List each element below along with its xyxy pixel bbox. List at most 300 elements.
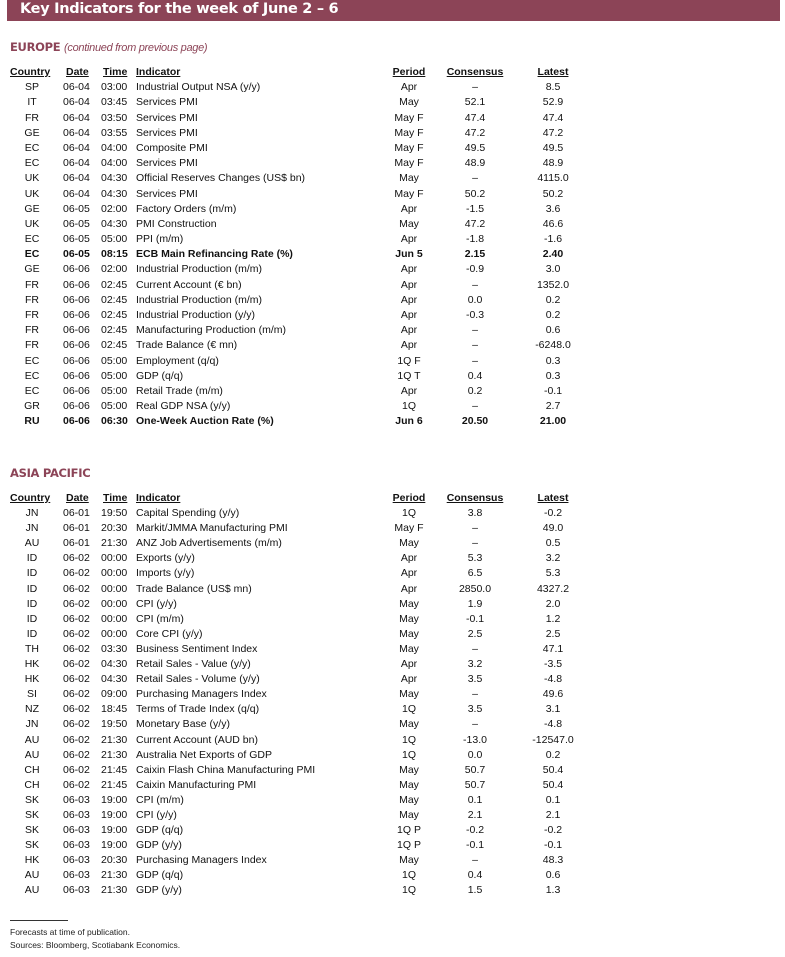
- europe-subheading: (continued from previous page): [64, 42, 208, 54]
- table-row: [0, 354, 785, 369]
- cell-date: 06-02: [63, 597, 90, 610]
- cell-latest: 2.1: [545, 808, 561, 821]
- cell-indicator: Real GDP NSA (y/y): [136, 400, 231, 413]
- cell-time: 21:45: [101, 778, 128, 791]
- cell-indicator: GDP (q/q): [136, 369, 184, 382]
- cell-latest: 0.3: [545, 369, 561, 382]
- cell-consensus: 2.1: [467, 808, 483, 821]
- cell-indicator: Purchasing Managers Index: [136, 854, 267, 867]
- cell-date: 06-01: [63, 507, 90, 520]
- table-row: [0, 217, 785, 232]
- cell-date: 06-02: [63, 552, 90, 565]
- cell-date: 06-06: [63, 278, 90, 291]
- cell-latest: 0.6: [545, 869, 561, 882]
- cell-latest: -4.8: [543, 673, 563, 686]
- cell-consensus: 47.4: [464, 111, 486, 124]
- cell-country: EC: [24, 354, 40, 367]
- cell-time: 03:50: [101, 111, 128, 124]
- cell-period: May F: [394, 187, 424, 200]
- cell-time: 02:45: [101, 309, 128, 321]
- cell-latest: -0.1: [543, 384, 563, 397]
- cell-time: 03:30: [101, 642, 128, 655]
- cell-period: May F: [394, 157, 424, 170]
- cell-consensus: 49.5: [464, 141, 486, 154]
- cell-country: GE: [24, 202, 40, 215]
- cell-period: 1Q F: [397, 354, 421, 367]
- cell-consensus: 6.5: [467, 567, 483, 580]
- cell-period: May F: [394, 126, 424, 139]
- cell-date: 06-06: [63, 263, 90, 276]
- cell-period: May: [399, 627, 419, 640]
- cell-indicator: Retail Sales - Volume (y/y): [136, 673, 260, 686]
- cell-time: 19:00: [101, 839, 128, 852]
- cell-latest: 0.2: [545, 309, 561, 321]
- table-row: [0, 763, 785, 778]
- cell-indicator: Retail Trade (m/m): [136, 384, 223, 397]
- cell-consensus: –: [472, 537, 478, 550]
- cell-indicator: Trade Balance (US$ mn): [136, 582, 252, 595]
- cell-latest: -4.8: [543, 718, 563, 731]
- cell-period: Apr: [400, 339, 418, 352]
- cell-latest: 49.5: [542, 141, 564, 154]
- cell-indicator: Capital Spending (y/y): [136, 507, 240, 520]
- cell-latest: 47.1: [542, 642, 564, 655]
- table-row: [0, 521, 785, 536]
- cell-consensus: -13.0: [463, 733, 487, 746]
- cell-latest: 0.5: [545, 537, 561, 550]
- cell-date: 06-02: [63, 748, 90, 761]
- cell-indicator: Purchasing Managers Index: [136, 688, 267, 701]
- cell-consensus: –: [472, 324, 478, 337]
- cell-consensus: -1.5: [465, 202, 485, 215]
- cell-indicator: Australia Net Exports of GDP: [136, 748, 272, 761]
- cell-country: UK: [24, 187, 40, 200]
- cell-date: 06-03: [63, 869, 90, 882]
- cell-consensus: –: [472, 854, 478, 867]
- cell-latest: 49.0: [542, 522, 564, 535]
- cell-period: 1Q T: [397, 369, 421, 382]
- cell-latest: 50.4: [542, 778, 564, 791]
- col-latest: Latest: [537, 492, 569, 504]
- cell-period: Apr: [400, 278, 418, 291]
- cell-date: 06-02: [63, 627, 90, 640]
- cell-period: Apr: [400, 384, 418, 397]
- table-row: [0, 823, 785, 838]
- cell-date: 06-04: [63, 81, 90, 94]
- cell-period: Apr: [400, 293, 418, 306]
- cell-consensus: -0.1: [465, 839, 485, 852]
- cell-time: 02:45: [101, 339, 128, 352]
- cell-consensus: 3.5: [467, 703, 483, 716]
- cell-period: 1Q: [401, 400, 416, 413]
- page-title: Key Indicators for the week of June 2 – 6: [20, 1, 339, 17]
- cell-date: 06-01: [63, 522, 90, 535]
- cell-period: May: [399, 854, 419, 867]
- cell-period: May F: [394, 141, 424, 154]
- table-row: [0, 232, 785, 247]
- cell-date: 06-02: [63, 612, 90, 625]
- cell-consensus: 0.0: [467, 293, 483, 306]
- footer-note: Forecasts at time of publication.: [10, 927, 131, 937]
- cell-country: EC: [24, 248, 40, 261]
- asia-table: [0, 491, 785, 899]
- table-row: [0, 748, 785, 763]
- cell-latest: 0.1: [545, 793, 561, 806]
- cell-time: 04:00: [101, 141, 128, 154]
- cell-country: JN: [25, 507, 39, 520]
- cell-period: May: [399, 597, 419, 610]
- cell-latest: 1.2: [545, 612, 561, 625]
- table-row: [0, 551, 785, 566]
- cell-time: 21:30: [101, 748, 128, 761]
- cell-indicator: Factory Orders (m/m): [136, 202, 237, 215]
- cell-date: 06-06: [63, 400, 90, 413]
- cell-latest: 47.4: [542, 111, 564, 124]
- col-consensus: Consensus: [446, 492, 504, 504]
- cell-indicator: Services PMI: [136, 157, 198, 170]
- cell-indicator: Manufacturing Production (m/m): [136, 324, 286, 337]
- cell-time: 00:00: [101, 627, 128, 640]
- cell-period: Jun 6: [395, 415, 423, 428]
- cell-indicator: Imports (y/y): [136, 567, 195, 580]
- cell-consensus: -0.3: [465, 309, 485, 321]
- cell-country: SK: [24, 793, 39, 806]
- cell-indicator: Core CPI (y/y): [136, 627, 203, 640]
- cell-time: 04:30: [101, 172, 128, 185]
- cell-country: AU: [24, 733, 40, 746]
- cell-period: May: [399, 793, 419, 806]
- cell-country: AU: [24, 748, 40, 761]
- cell-indicator: Composite PMI: [136, 141, 208, 154]
- cell-country: ID: [26, 627, 38, 640]
- cell-time: 05:00: [101, 369, 128, 382]
- table-row: [0, 687, 785, 702]
- cell-date: 06-02: [63, 733, 90, 746]
- cell-date: 06-06: [63, 369, 90, 382]
- cell-consensus: 0.0: [467, 748, 483, 761]
- cell-date: 06-03: [63, 793, 90, 806]
- cell-period: 1Q: [401, 869, 416, 882]
- cell-date: 06-02: [63, 703, 90, 716]
- cell-latest: 50.4: [542, 763, 564, 776]
- col-country: Country: [10, 66, 51, 78]
- cell-date: 06-04: [63, 157, 90, 170]
- cell-indicator: GDP (y/y): [136, 839, 182, 852]
- cell-latest: 5.3: [545, 567, 561, 580]
- cell-country: FR: [25, 111, 39, 124]
- col-date: Date: [66, 66, 89, 78]
- cell-country: FR: [25, 309, 39, 321]
- cell-time: 03:45: [101, 96, 128, 109]
- cell-period: 1Q: [401, 748, 416, 761]
- cell-latest: 2.7: [545, 400, 561, 413]
- col-consensus: Consensus: [446, 66, 504, 78]
- table-row: [0, 853, 785, 868]
- cell-indicator: Monetary Base (y/y): [136, 718, 230, 731]
- cell-latest: 0.6: [545, 324, 561, 337]
- cell-indicator: Retail Sales - Value (y/y): [136, 658, 251, 671]
- cell-time: 04:30: [101, 217, 128, 230]
- cell-time: 02:00: [101, 263, 128, 276]
- cell-date: 06-03: [63, 839, 90, 852]
- cell-date: 06-01: [63, 537, 90, 550]
- cell-indicator: PMI Construction: [136, 217, 217, 230]
- cell-period: 1Q P: [397, 824, 421, 837]
- cell-period: Apr: [400, 233, 418, 246]
- cell-indicator: Services PMI: [136, 111, 198, 124]
- cell-consensus: –: [472, 718, 478, 731]
- cell-country: AU: [24, 537, 40, 550]
- cell-latest: 4115.0: [537, 172, 569, 185]
- table-row: [0, 384, 785, 399]
- cell-indicator: Services PMI: [136, 126, 198, 139]
- cell-date: 06-06: [63, 384, 90, 397]
- cell-country: ID: [26, 582, 38, 595]
- table-row: [0, 657, 785, 672]
- cell-latest: 1352.0: [536, 278, 570, 291]
- cell-consensus: 0.1: [467, 793, 483, 806]
- cell-date: 06-02: [63, 763, 90, 776]
- table-row: [0, 627, 785, 642]
- cell-country: FR: [25, 324, 39, 337]
- cell-country: TH: [25, 642, 39, 655]
- cell-date: 06-04: [63, 111, 90, 124]
- table-row: [0, 141, 785, 156]
- cell-date: 06-02: [63, 778, 90, 791]
- cell-time: 20:30: [101, 854, 128, 867]
- cell-country: IT: [27, 96, 37, 109]
- cell-time: 21:45: [101, 763, 128, 776]
- cell-time: 19:50: [101, 507, 128, 520]
- cell-country: HK: [24, 854, 40, 867]
- cell-indicator: Services PMI: [136, 96, 198, 109]
- table-row: [0, 717, 785, 732]
- cell-date: 06-04: [63, 96, 90, 109]
- cell-consensus: 3.5: [467, 673, 483, 686]
- cell-date: 06-02: [63, 567, 90, 580]
- cell-indicator: Current Account (AUD bn): [136, 733, 258, 746]
- cell-country: CH: [24, 763, 40, 776]
- cell-country: NZ: [25, 703, 39, 716]
- cell-country: GE: [24, 263, 40, 276]
- cell-country: RU: [24, 415, 40, 428]
- cell-date: 06-02: [63, 688, 90, 701]
- cell-country: FR: [25, 293, 39, 306]
- cell-indicator: GDP (q/q): [136, 824, 184, 837]
- cell-date: 06-06: [63, 324, 90, 337]
- table-row: [0, 338, 785, 353]
- cell-date: 06-06: [63, 309, 90, 321]
- table-row: [0, 111, 785, 126]
- cell-date: 06-02: [63, 642, 90, 655]
- table-row: [0, 187, 785, 202]
- cell-indicator: Exports (y/y): [136, 552, 195, 565]
- cell-consensus: –: [472, 400, 478, 413]
- cell-time: 00:00: [101, 582, 128, 595]
- cell-consensus: 50.7: [464, 763, 486, 776]
- cell-country: SI: [27, 688, 37, 701]
- cell-consensus: 47.2: [464, 217, 486, 230]
- cell-time: 04:30: [101, 187, 128, 200]
- table-row: [0, 202, 785, 217]
- col-country: Country: [10, 492, 51, 504]
- cell-country: EC: [24, 157, 40, 170]
- cell-latest: 21.00: [539, 415, 567, 428]
- cell-country: EC: [24, 369, 40, 382]
- table-row: [0, 247, 785, 262]
- cell-date: 06-03: [63, 884, 90, 897]
- cell-time: 02:45: [101, 293, 128, 306]
- section-heading-europe: [10, 40, 207, 54]
- cell-latest: -6248.0: [535, 339, 571, 352]
- table-row: [0, 612, 785, 627]
- cell-period: Apr: [400, 582, 418, 595]
- cell-country: SP: [24, 81, 39, 94]
- cell-country: FR: [25, 278, 39, 291]
- cell-date: 06-02: [63, 658, 90, 671]
- cell-time: 00:00: [101, 597, 128, 610]
- cell-latest: 46.6: [542, 217, 564, 230]
- col-time: Time: [103, 492, 128, 504]
- cell-latest: 0.2: [545, 748, 561, 761]
- table-row: [0, 506, 785, 521]
- cell-consensus: 50.2: [464, 187, 486, 200]
- cell-consensus: 2.15: [464, 248, 486, 261]
- cell-time: 02:00: [101, 202, 128, 215]
- table-row: [0, 536, 785, 551]
- cell-period: May: [399, 778, 419, 791]
- table-row: [0, 597, 785, 612]
- cell-time: 21:30: [101, 733, 128, 746]
- cell-period: 1Q: [401, 884, 416, 897]
- table-row: [0, 566, 785, 581]
- cell-latest: 50.2: [542, 187, 564, 200]
- col-latest: Latest: [537, 66, 569, 78]
- cell-consensus: -0.2: [465, 824, 485, 837]
- europe-table: [0, 65, 785, 430]
- footer-divider: [10, 920, 68, 921]
- cell-consensus: –: [472, 278, 478, 291]
- cell-country: ID: [26, 552, 38, 565]
- cell-time: 20:30: [101, 522, 128, 535]
- table-row: [0, 156, 785, 171]
- table-row: [0, 702, 785, 717]
- cell-consensus: –: [472, 522, 478, 535]
- table-row: [0, 171, 785, 186]
- cell-country: SK: [24, 808, 39, 821]
- cell-indicator: Industrial Output NSA (y/y): [136, 81, 261, 94]
- cell-time: 03:00: [101, 81, 128, 94]
- cell-time: 08:15: [101, 248, 128, 261]
- asia-heading: ASIA PACIFIC: [10, 466, 91, 480]
- cell-time: 04:30: [101, 673, 128, 686]
- cell-latest: -0.1: [543, 839, 563, 852]
- cell-indicator: CPI (m/m): [136, 612, 184, 625]
- cell-country: SK: [24, 839, 39, 852]
- cell-period: Apr: [400, 324, 418, 337]
- table-row: [0, 582, 785, 597]
- cell-consensus: -0.1: [465, 612, 485, 625]
- cell-time: 05:00: [101, 400, 128, 413]
- cell-period: May: [399, 96, 419, 109]
- cell-country: FR: [25, 339, 39, 352]
- cell-indicator: PPI (m/m): [136, 233, 184, 246]
- cell-latest: 3.0: [545, 263, 561, 276]
- table-row: [0, 733, 785, 748]
- cell-time: 21:30: [101, 869, 128, 882]
- cell-time: 09:00: [101, 688, 128, 701]
- cell-country: GE: [24, 126, 40, 139]
- cell-consensus: 20.50: [461, 415, 489, 428]
- cell-country: EC: [24, 141, 40, 154]
- cell-latest: -0.2: [543, 824, 563, 837]
- cell-date: 06-03: [63, 854, 90, 867]
- cell-latest: 52.9: [542, 96, 564, 109]
- table-row: [0, 838, 785, 853]
- cell-country: ID: [26, 567, 38, 580]
- cell-indicator: Industrial Production (m/m): [136, 263, 263, 276]
- cell-period: May F: [394, 111, 424, 124]
- cell-period: Apr: [400, 309, 418, 321]
- cell-latest: 47.2: [542, 126, 564, 139]
- cell-period: May: [399, 612, 419, 625]
- cell-latest: 3.2: [545, 552, 561, 565]
- cell-indicator: Industrial Production (y/y): [136, 309, 256, 321]
- cell-period: Apr: [400, 673, 418, 686]
- cell-time: 05:00: [101, 354, 128, 367]
- cell-consensus: –: [472, 642, 478, 655]
- cell-time: 04:30: [101, 658, 128, 671]
- cell-indicator: Official Reserves Changes (US$ bn): [136, 172, 306, 185]
- cell-time: 19:00: [101, 808, 128, 821]
- cell-indicator: CPI (y/y): [136, 808, 177, 821]
- cell-date: 06-06: [63, 339, 90, 352]
- cell-period: May: [399, 808, 419, 821]
- cell-latest: 2.40: [542, 248, 564, 261]
- cell-period: May: [399, 537, 419, 550]
- cell-time: 19:50: [101, 718, 128, 731]
- cell-time: 03:55: [101, 126, 128, 139]
- cell-date: 06-04: [63, 172, 90, 185]
- cell-indicator: Industrial Production (m/m): [136, 293, 263, 306]
- europe-heading: EUROPE: [10, 40, 61, 54]
- cell-date: 06-02: [63, 718, 90, 731]
- cell-indicator: Current Account (€ bn): [136, 278, 242, 291]
- cell-consensus: 0.2: [467, 384, 483, 397]
- table-row: [0, 369, 785, 384]
- cell-date: 06-05: [63, 248, 90, 261]
- cell-latest: -1.6: [543, 233, 563, 246]
- col-date: Date: [66, 492, 89, 504]
- cell-period: May: [399, 217, 419, 230]
- cell-consensus: 0.4: [467, 369, 483, 382]
- table-row: [0, 293, 785, 308]
- cell-latest: -3.5: [543, 658, 563, 671]
- cell-country: GR: [24, 400, 40, 413]
- cell-date: 06-04: [63, 187, 90, 200]
- table-row: [0, 414, 785, 429]
- cell-time: 00:00: [101, 612, 128, 625]
- cell-country: EC: [24, 233, 40, 246]
- table-row: [0, 308, 785, 323]
- cell-latest: 49.6: [542, 688, 564, 701]
- cell-date: 06-04: [63, 126, 90, 139]
- cell-period: 1Q: [401, 703, 416, 716]
- cell-consensus: 2850.0: [458, 582, 492, 595]
- cell-time: 06:30: [101, 415, 128, 428]
- cell-country: HK: [24, 673, 40, 686]
- cell-country: JN: [25, 522, 39, 535]
